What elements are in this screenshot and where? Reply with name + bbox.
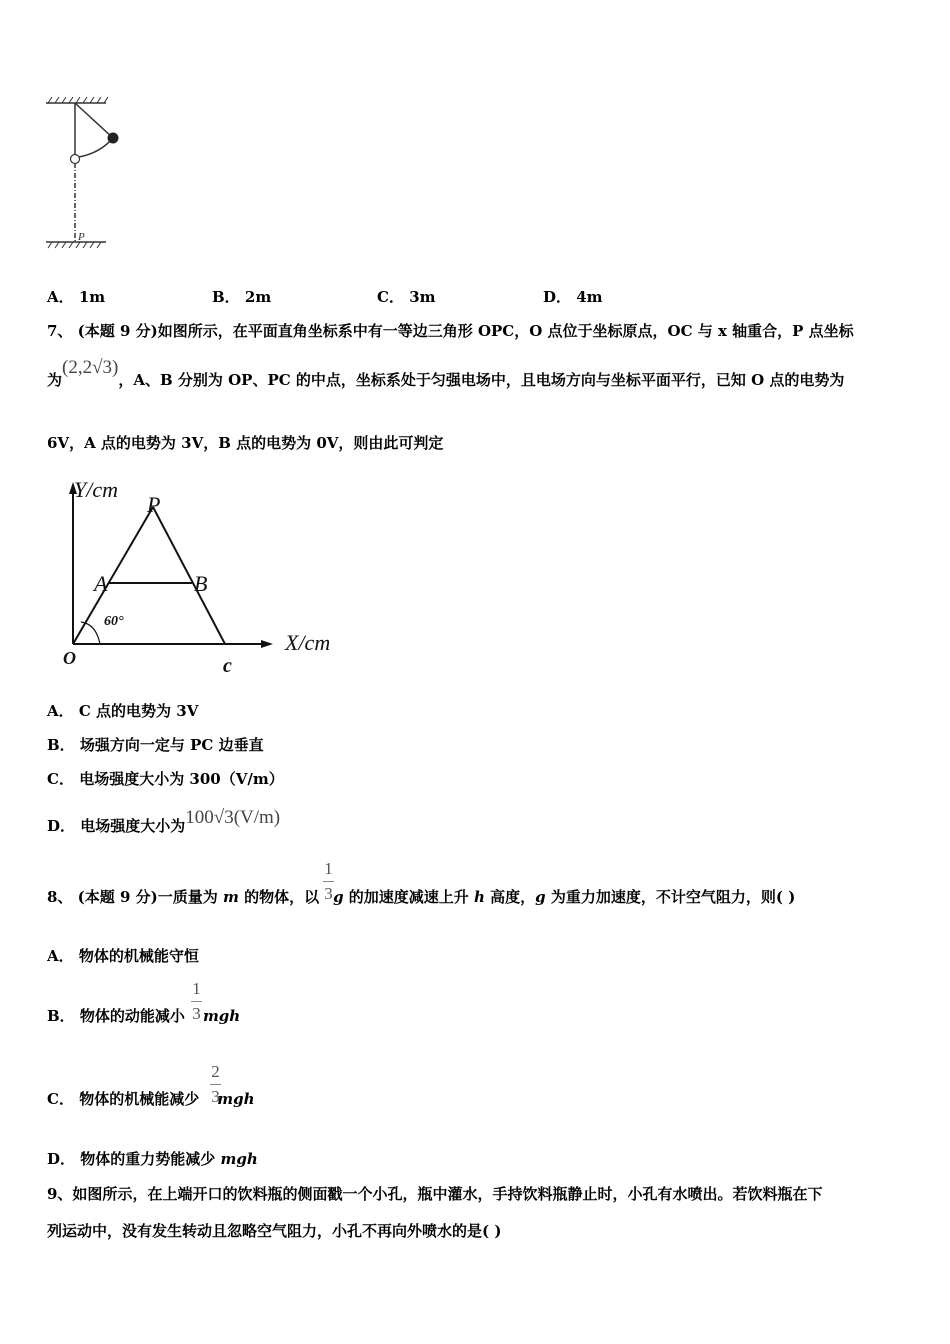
- q6-option-c[interactable]: C． 3m: [377, 288, 436, 306]
- coord-math: (2,2√3): [62, 357, 119, 378]
- y-axis-label: Y/cm: [74, 477, 118, 502]
- q7-option-c[interactable]: C． 电场强度大小为 300（V/m）: [47, 770, 284, 788]
- q8-option-b[interactable]: B． 物体的动能减小 mgh: [47, 1007, 241, 1025]
- q7-option-a[interactable]: A． C 点的电势为 3V: [47, 702, 199, 720]
- triangle-figure: [60, 472, 360, 682]
- q8-fraction: 1 3: [324, 859, 333, 903]
- x-axis-label: X/cm: [285, 630, 331, 655]
- q6-option-d[interactable]: D． 4m: [543, 288, 603, 306]
- q8-stem: 8、 (本题 9 分)一质量为 m 的物体，以 g 的加速度减速上升 h 高度，g 为重力加速度，不计空气阻力，则( ): [47, 888, 796, 906]
- q9-stem-line1: 9、如图所示，在上端开口的饮料瓶的侧面戳一个小孔，瓶中灌水，手持饮料瓶静止时，小孔有水喷出。若饮料瓶在下: [47, 1185, 823, 1203]
- point-p-label: P: [78, 231, 85, 243]
- point-b: B: [194, 571, 208, 596]
- q6-option-a[interactable]: A． 1m: [47, 288, 106, 306]
- point-a: A: [94, 571, 108, 596]
- q8-option-c-fraction: 2 3: [211, 1062, 220, 1106]
- q9-stem-line2: 列运动中，没有发生转动且忽略空气阻力，小孔不再向外喷水的是( ): [47, 1222, 502, 1240]
- point-c: c: [223, 655, 232, 677]
- q7-option-d[interactable]: D． 电场强度大小为100√3(V/m): [47, 807, 281, 835]
- point-o: O: [63, 648, 76, 668]
- q8-option-d[interactable]: D． 物体的重力势能减少 mgh: [47, 1150, 258, 1168]
- q6-option-b[interactable]: B． 2m: [212, 288, 272, 306]
- q7-stem-line1: 7、 (本题 9 分)如图所示，在平面直角坐标系中有一等边三角形 OPC，O 点位于坐标原点，OC 与 x 轴重合，P 点坐标: [47, 322, 854, 340]
- q8-option-a[interactable]: A． 物体的机械能守恒: [47, 947, 199, 965]
- q8-option-c[interactable]: C． 物体的机械能减少 mgh: [47, 1090, 255, 1108]
- q7-stem-line2: 为(2,2√3)，A、B 分别为 OP、PC 的中点，坐标系处于匀强电场中，且电场方向与坐标平面平行，已知 O 点的电势为: [47, 357, 845, 389]
- q7-option-b[interactable]: B． 场强方向一定与 PC 边垂直: [47, 736, 264, 754]
- pendulum-figure: [40, 95, 130, 255]
- q8-option-b-fraction: 1 3: [192, 979, 201, 1023]
- q7-stem-line3: 6V，A 点的电势为 3V，B 点的电势为 0V，则由此可判定: [47, 434, 444, 452]
- point-p: P: [147, 492, 161, 517]
- angle-label: 60°: [104, 614, 124, 629]
